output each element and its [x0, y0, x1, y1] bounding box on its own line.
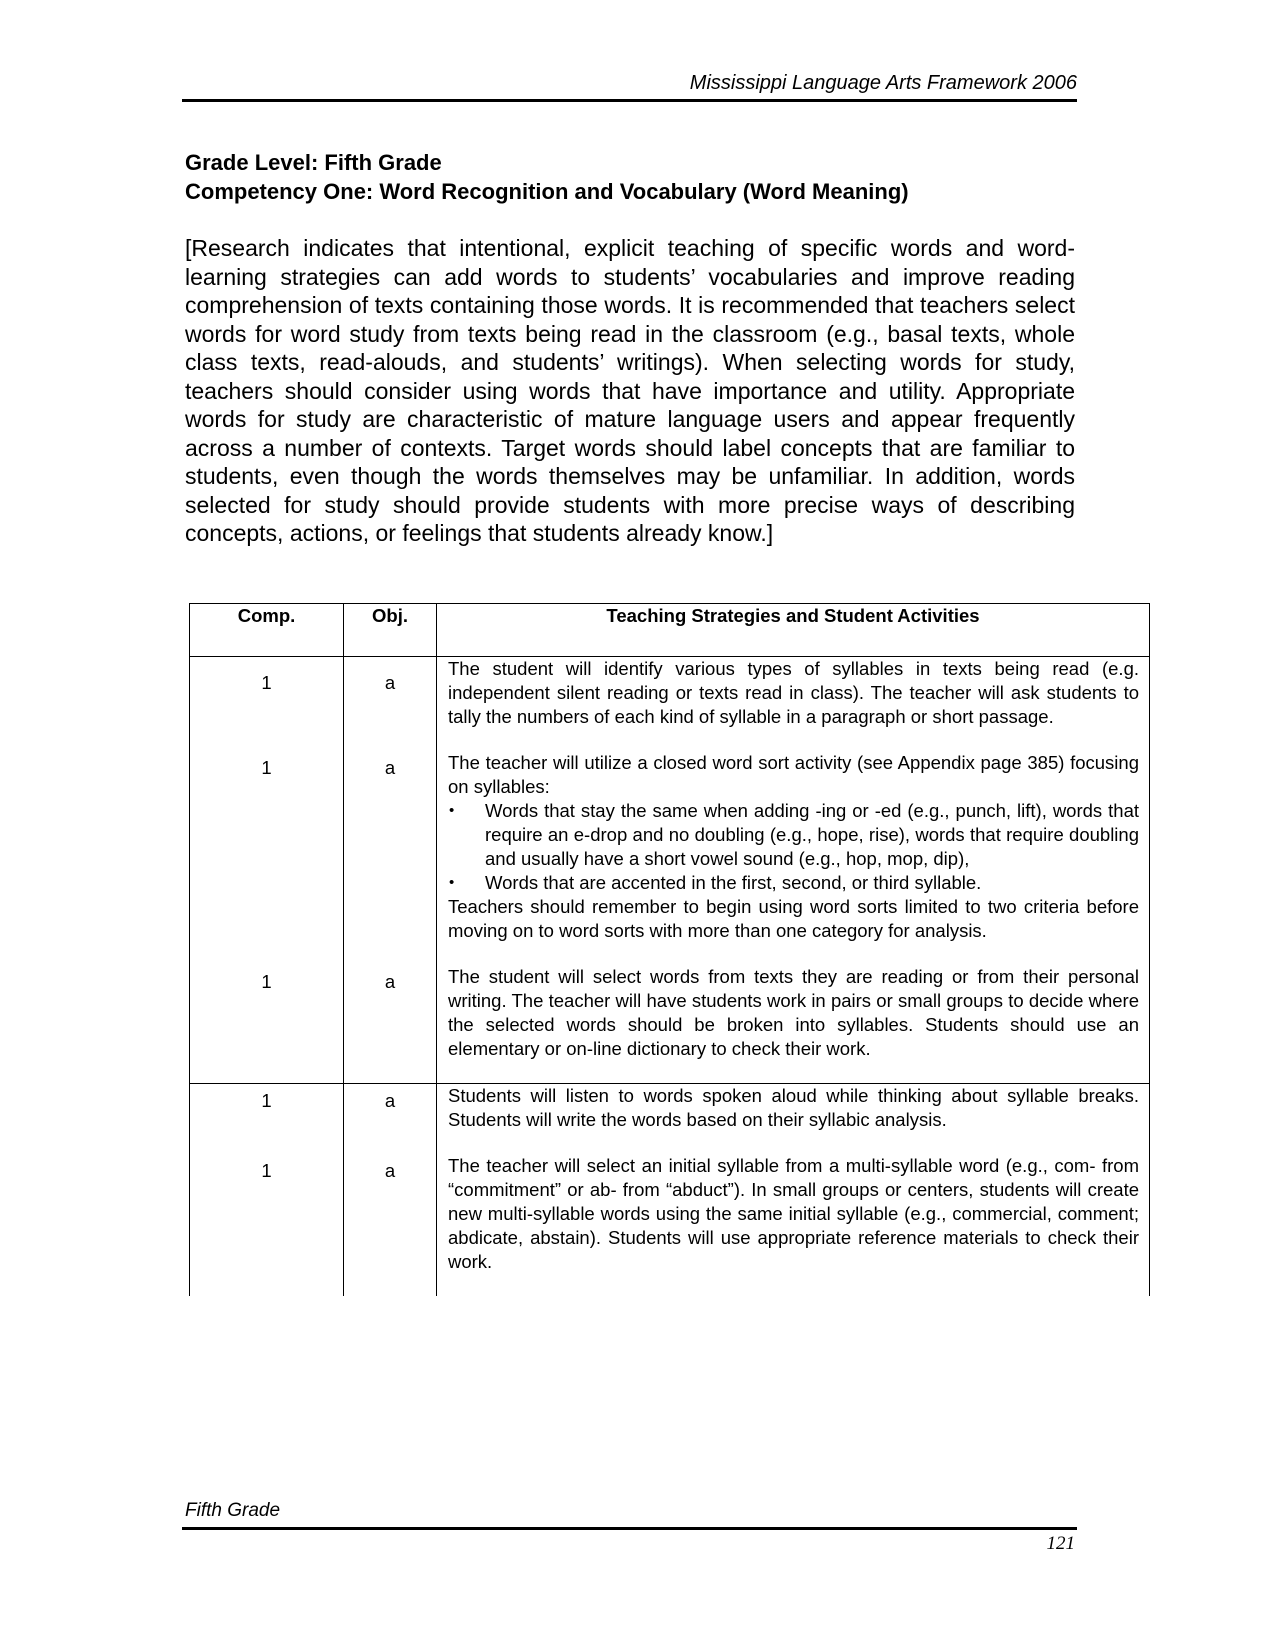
bullet-item: • Words that stay the same when adding -ing or -ed (e.g., punch, lift), words that require an e-drop and no doubling (e.g., hope, rise), words that require doubling and usually have a short vowel sound (e.g., hop, mop, dip), — [485, 799, 1139, 871]
row-obj: a — [344, 965, 437, 1084]
table-row — [190, 751, 1150, 965]
row-comp: 1 — [190, 965, 344, 1084]
intro-paragraph: [Research indicates that intentional, explicit teaching of specific words and word-learning strategies can add words to students’ vocabularies and improve reading comprehension of texts containing those words. It is recommended that teachers select words for word study from texts being read in the classroom (e.g., basal texts, whole class texts, read-alouds, and students’ writings). When selecting words for study, teachers should consider using words that have importance and utility. Appropriate words for study are characteristic of mature language users and appear frequently across a number of contexts. Target words should label concepts that are familiar to students, even though the words themselves may be unfamiliar. In addition, words selected for study should provide students with more precise ways of describing concepts, actions, or feelings that students already know.] — [185, 235, 1075, 546]
row-obj: a — [344, 1084, 437, 1155]
activity-text: The teacher will select an initial syllable from a multi-syllable word (e.g., com- from “commitment” or ab- from “abduct”). In small groups or centers, students will create new multi-syllable words using the same initial syllable (e.g., commercial, comment; abdicate, abstain). Students will use appropriate reference materials to check their work. — [448, 1155, 1139, 1272]
activity-text: The teacher will utilize a closed word sort activity (see Appendix page 385) focusing on syllables: — [448, 752, 1139, 797]
running-header: Mississippi Language Arts Framework 2006 — [689, 72, 1077, 94]
strategies-table-wrap — [189, 603, 1149, 1371]
bullet-item: • Words that are accented in the first, second, or third syllable. — [485, 871, 1139, 895]
row-comp: 1 — [190, 751, 344, 965]
header-activities: Teaching Strategies and Student Activities — [437, 604, 1150, 657]
page-number: 121 — [1046, 1533, 1075, 1554]
title-block — [185, 148, 1085, 206]
competency-heading: Competency One: Word Recognition and Vocabulary (Word Meaning) — [185, 179, 909, 204]
row-activity — [437, 1154, 1150, 1296]
header-comp: Comp. — [190, 604, 344, 657]
row-activity — [437, 1084, 1150, 1155]
table-row — [190, 965, 1150, 1084]
row-activity — [437, 751, 1150, 965]
row-comp: 1 — [190, 1154, 344, 1296]
row-obj: a — [344, 657, 437, 752]
row-obj: a — [344, 751, 437, 965]
row-comp: 1 — [190, 657, 344, 752]
bullet-list — [448, 799, 1139, 895]
row-activity — [437, 657, 1150, 752]
activity-text: The student will identify various types of syllables in texts being read (e.g. independent silent reading or texts read in class). The teacher will ask students to tally the numbers of each kind of syllable in a paragraph or short passage. — [448, 658, 1139, 727]
row-obj: a — [344, 1154, 437, 1296]
activity-text: The student will select words from texts they are reading or from their personal writing. The teacher will have students work in pairs or small groups to decide where the selected words should be broken into syllables. Students should use an elementary or on-line dictionary to check their work. — [448, 966, 1139, 1059]
table-row — [190, 1084, 1150, 1155]
header-obj: Obj. — [344, 604, 437, 657]
row-comp: 1 — [190, 1084, 344, 1155]
strategies-table — [189, 603, 1150, 1296]
header-rule — [182, 99, 1077, 102]
table-row — [190, 657, 1150, 752]
table-row — [190, 1154, 1150, 1296]
footer-rule — [182, 1527, 1077, 1530]
row-activity — [437, 965, 1150, 1084]
activity-note: Teachers should remember to begin using word sorts limited to two criteria before moving on to word sorts with more than one category for analysis. — [448, 896, 1139, 941]
activity-text: Students will listen to words spoken aloud while thinking about syllable breaks. Students will write the words based on their syllabic analysis. — [448, 1085, 1139, 1130]
grade-level-heading: Grade Level: Fifth Grade — [185, 150, 442, 175]
table-header-row — [190, 604, 1150, 657]
activity-block — [448, 751, 1139, 965]
footer-label: Fifth Grade — [185, 1500, 281, 1521]
